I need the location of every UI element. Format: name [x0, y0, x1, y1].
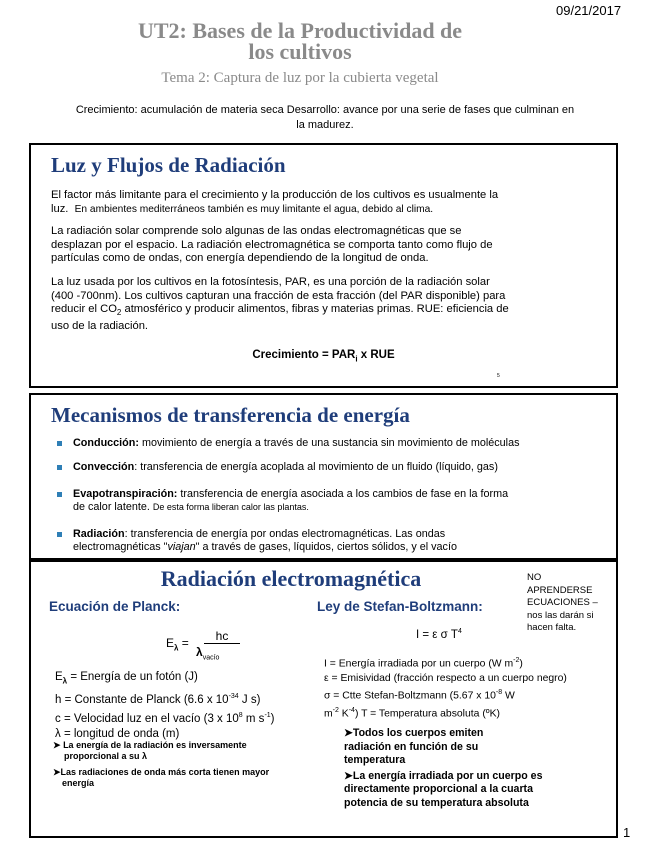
note-line: nos las darán si: [527, 609, 594, 621]
text-span: luz.: [51, 202, 69, 215]
paragraph-2-line-1: La radiación solar comprende solo algunas de las ondas electromagnéticas que se: [51, 225, 462, 237]
text-emphasis: viajan: [167, 541, 196, 553]
document-date: 09/21/2017: [556, 3, 622, 18]
paragraph-3-line-2: (400 -700nm). Los cultivos capturan una fracción de esta fracción (del PAR disponible) para: [51, 289, 506, 302]
planck-denominator: [196, 645, 219, 661]
definition: : transferencia de energía por ondas electromagnéticas. Las ondas: [124, 528, 446, 540]
stefan-var-i: [324, 654, 616, 672]
text-span: =: [178, 636, 189, 650]
title-line-1: UT2: Bases de la Productividad de: [137, 18, 463, 43]
stefan-var-epsilon: ε = Emisividad (fracción respecto a un cuerpo negro): [324, 672, 567, 684]
growth-formula: [31, 349, 616, 363]
text-span: ) T = Temperatura absoluta (ºK): [354, 708, 500, 720]
planck-note-1-line-2: proporcional a su λ: [64, 751, 148, 761]
superscript: 8: [238, 712, 243, 720]
planck-numerator: hc: [204, 629, 240, 644]
text-span: c = Velocidad luz en el vacío (3 x 10: [55, 712, 239, 725]
document-title: [60, 20, 540, 62]
text-span: J s): [238, 693, 261, 706]
stefan-conclusion-1: [344, 727, 604, 741]
arrow-icon: ➤: [344, 769, 353, 782]
document-subtitle: Tema 2: Captura de luz por la cubierta vegetal: [161, 70, 439, 86]
stefan-conclusion-2-line-2: directamente proporcional a la cuarta: [344, 783, 533, 795]
planck-var-energy: [55, 670, 335, 689]
planck-heading: Ecuación de Planck:: [49, 599, 181, 614]
subscript: i: [355, 354, 358, 364]
planck-var-lambda: λ = longitud de onda (m): [55, 728, 180, 741]
paragraph-1-line-1: El factor más limitante para el crecimiento y la producción de los cultivos es usualmente la: [51, 189, 499, 201]
slide-number: 5: [497, 373, 500, 379]
page-number: 1: [623, 825, 631, 840]
superscript: 4: [457, 628, 462, 635]
paragraph-3: [51, 276, 611, 333]
note-line: ECUACIONES –: [527, 597, 598, 608]
note-line: NO: [527, 572, 542, 583]
text-span: σ = Ctte Stefan-Boltzmann (5.67 x 10: [324, 690, 496, 702]
paragraph-3-line-1: La luz usada por los cultivos en la fotosíntesis, PAR, es una porción de la radiación solar: [51, 276, 490, 288]
arrow-icon: ➤: [53, 740, 61, 750]
stefan-variables: [324, 654, 616, 722]
stefan-conclusion-1-line-2: radiación en función de su: [344, 740, 479, 753]
term: Convección: [73, 461, 135, 473]
text-span: de calor latente.: [73, 501, 153, 513]
bullet-line-2: [73, 501, 613, 514]
text-span: reducir el CO: [51, 303, 117, 315]
handwritten-note: [527, 572, 619, 635]
planck-note-2: [53, 767, 333, 778]
subscript: 2: [116, 308, 122, 318]
definition: transferencia de energía asociada a los cambios de fase en la forma: [177, 488, 509, 500]
text-span: λ: [196, 645, 203, 659]
slide-title: Radiación electromagnética: [160, 566, 422, 591]
text-span: ): [519, 658, 523, 670]
planck-note-2-line-2: energía: [62, 778, 95, 788]
term: Conducción:: [73, 437, 139, 449]
bullet-conveccion: [57, 461, 613, 474]
superscript: -2: [513, 657, 520, 664]
superscript: -34: [228, 692, 239, 700]
text-span: x RUE: [357, 349, 395, 361]
stefan-conclusion-2-line-3: potencia de su temperatura absoluta: [344, 796, 529, 809]
text-span: W: [502, 690, 515, 702]
text-span: E: [166, 636, 175, 650]
text-span-small: En ambientes mediterráneos también es muy limitante el agua, debido al clima.: [74, 203, 434, 215]
planck-notes: [53, 740, 333, 789]
stefan-var-sigma: [324, 686, 616, 704]
planck-note-1: [53, 740, 333, 751]
paragraph-1-line-2: [51, 203, 611, 217]
subscript: λ: [174, 643, 179, 653]
definitions-line-1: Crecimiento: acumulación de materia seca Desarrollo: avance por una serie de fases que culminan en: [75, 104, 575, 116]
arrow-icon: ➤: [344, 727, 353, 739]
text-span: E: [55, 671, 63, 683]
definition: : transferencia de energía acoplada al movimiento de un fluido (líquido, gas): [134, 461, 498, 473]
text-span: Todos los cuerpos emiten: [352, 727, 484, 739]
superscript: -1: [264, 712, 271, 720]
text-span: ): [270, 712, 275, 725]
paragraph-1: [51, 189, 611, 216]
text-span: I = Energía irradiada por un cuerpo (W m: [324, 658, 514, 670]
superscript: -8: [495, 689, 503, 697]
text-span: m s: [242, 712, 265, 725]
definitions-line-2: la madurez.: [296, 119, 354, 131]
superscript: -4: [348, 707, 355, 715]
arrow-icon: ➤: [53, 767, 61, 777]
bullet-evapotranspiracion: [57, 488, 613, 514]
stefan-conclusion-1-line-3: temperatura: [344, 754, 406, 766]
text-span: Las radiaciones de onda más corta tienen mayor: [60, 767, 270, 777]
bullet-radiacion: [57, 528, 613, 554]
paragraph-2: [51, 225, 611, 266]
note-line: hacen falta.: [527, 622, 577, 633]
text-span: Crecimiento = PAR: [252, 349, 356, 361]
stefan-heading: Ley de Stefan-Boltzmann:: [317, 599, 483, 614]
text-span: La energía irradiada por un cuerpo es: [352, 769, 543, 782]
paragraph-2-line-3: partículas como de ondas, con energía dependiendo de la longitud de onda.: [51, 252, 429, 264]
note-line: APRENDERSE: [527, 584, 593, 596]
planck-variables: [55, 670, 335, 743]
term: Radiación: [73, 528, 125, 540]
slide-luz-flujos: [29, 143, 618, 388]
text-span: h = Constante de Planck (6.6 x 10: [55, 693, 229, 706]
text-span: La energía de la radiación es inversamente: [63, 740, 247, 750]
text-span: m: [324, 708, 333, 720]
bullet-line-1: [73, 488, 613, 501]
text-span: = Energía de un fotón (J): [67, 671, 198, 683]
planck-var-c: [55, 708, 335, 727]
text-span: " a través de gases, líquidos, ciertos sólidos, y el vacío: [195, 541, 457, 553]
slide-title: Luz y Flujos de Radiación: [51, 153, 286, 177]
text-span-small: De esta forma liberan calor las plantas.: [152, 502, 309, 512]
planck-lhs: [166, 636, 189, 652]
slide-mecanismos: [29, 393, 618, 560]
stefan-formula: [416, 628, 462, 641]
bullet-line-1: [73, 528, 613, 541]
title-line-2: los cultivos: [248, 39, 352, 64]
paragraph-2-line-2: desplazan por el espacio. La radiación electromagnética se comporta tanto como flujo de: [51, 238, 493, 251]
stefan-conclusions: [344, 727, 604, 810]
stefan-var-units: [324, 704, 616, 722]
text-span: electromagnéticas ": [73, 541, 168, 553]
subscript: vacío: [202, 654, 220, 662]
definitions-note: [30, 103, 620, 133]
bullet-conduccion: [57, 437, 613, 450]
planck-equation: [166, 630, 306, 660]
subscript: λ: [62, 676, 68, 686]
planck-var-h: [55, 689, 335, 708]
paragraph-3-line-3: [51, 303, 611, 320]
bullet-line-2: [73, 541, 613, 554]
definition: movimiento de energía a través de una sustancia sin movimiento de moléculas: [138, 437, 520, 449]
term: Evapotranspiración:: [73, 488, 178, 500]
slide-title: Mecanismos de transferencia de energía: [51, 403, 410, 427]
text-span: K: [338, 708, 349, 720]
superscript: -2: [332, 707, 339, 715]
text-span: I = ε σ T: [416, 628, 458, 641]
text-span: atmosférico y producir alimentos, fibras y materias primas. RUE: eficiencia de: [121, 303, 509, 315]
paragraph-3-line-4: uso de la radiación.: [51, 319, 149, 332]
stefan-conclusion-2: [344, 770, 604, 784]
slide-radiacion-electromagnetica: [29, 560, 618, 838]
